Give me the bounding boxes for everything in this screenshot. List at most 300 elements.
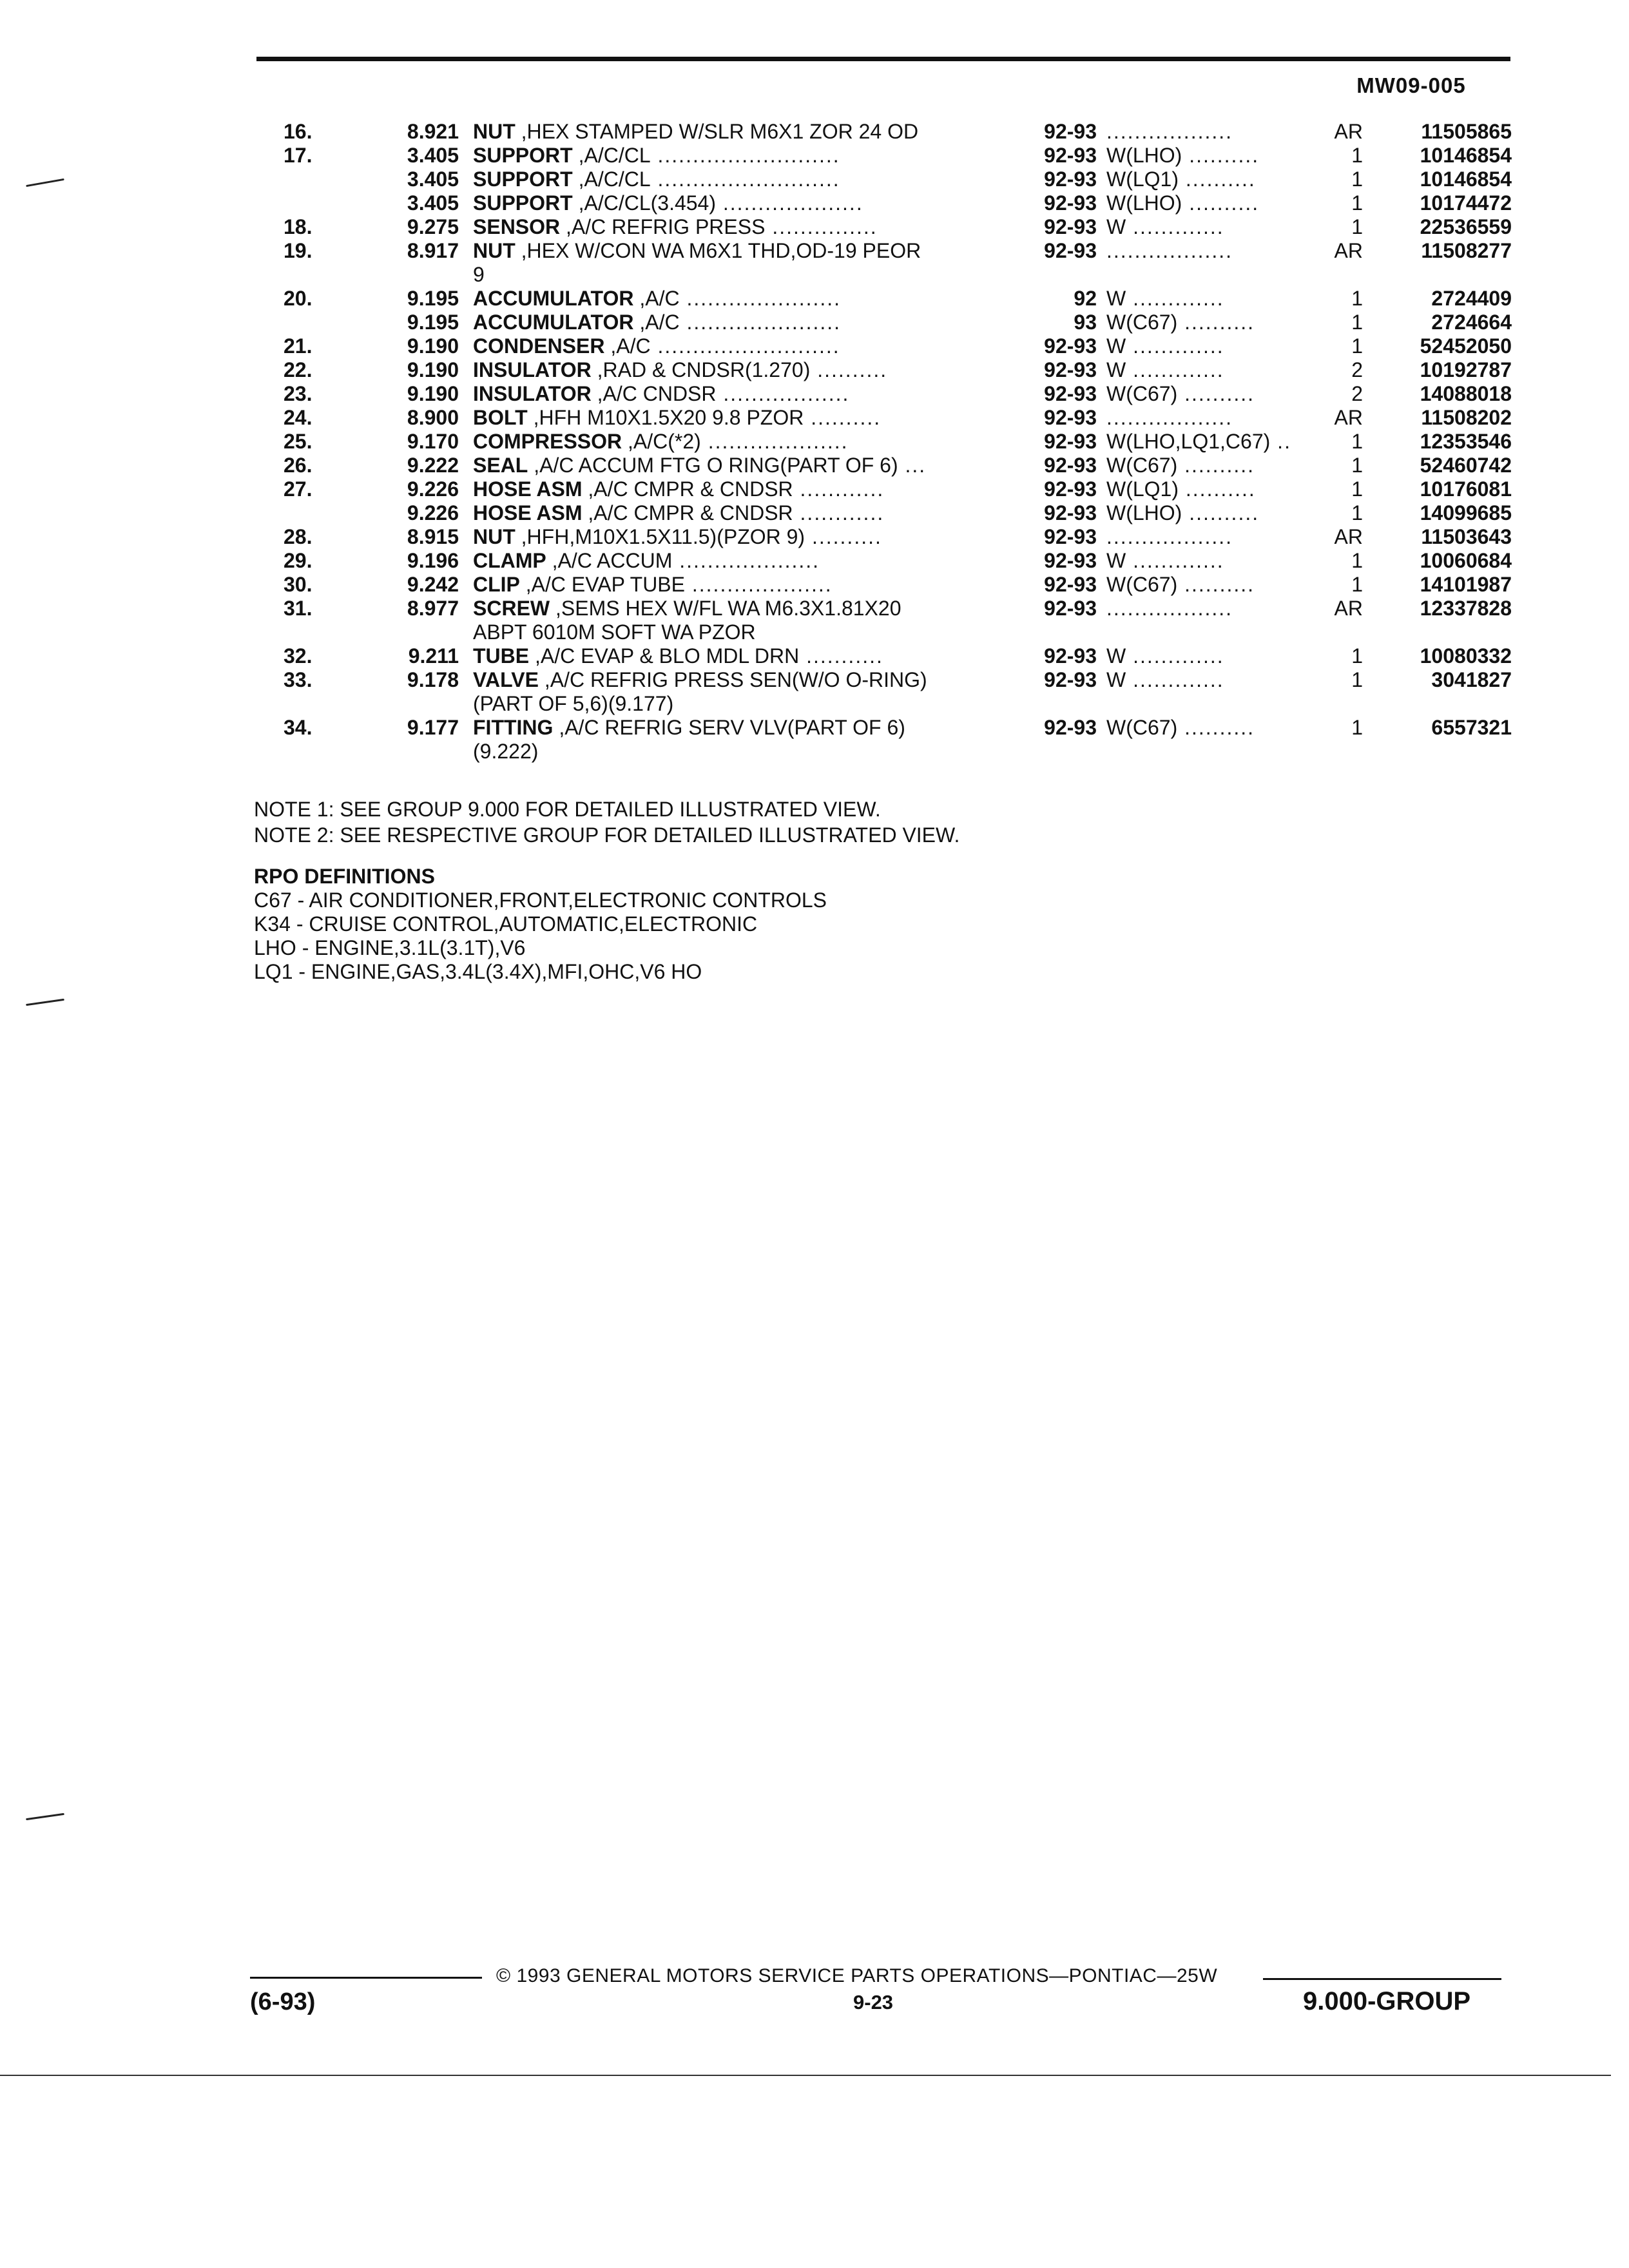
- quantity: 1: [1351, 549, 1363, 572]
- group-number: 3.405: [407, 168, 459, 191]
- model-years: 92-93: [1044, 668, 1097, 691]
- group-number: 9.170: [407, 430, 459, 453]
- model-years: 92-93: [1044, 644, 1097, 668]
- part-description: [473, 620, 1014, 644]
- usage-text: W: [1106, 215, 1126, 238]
- item-number: 18.: [284, 215, 313, 238]
- leader-dots: ..................: [1106, 597, 1233, 620]
- part-description: [473, 716, 1014, 740]
- part-number: 11508277: [1421, 239, 1512, 262]
- part-number: 10146854: [1420, 168, 1512, 191]
- usage-code: [1106, 120, 1325, 144]
- part-name: COMPRESSOR: [473, 430, 622, 453]
- parts-row: [284, 501, 1510, 525]
- parts-row: [284, 406, 1510, 430]
- usage-code: [1106, 311, 1325, 334]
- usage-code: [1106, 668, 1325, 692]
- parts-row: [284, 549, 1510, 573]
- usage-code: [1106, 191, 1325, 215]
- parts-row: [284, 215, 1510, 239]
- part-detail: ,A/C/CL: [572, 144, 651, 167]
- part-name: SUPPORT: [473, 191, 573, 215]
- model-years: 92-93: [1044, 477, 1097, 501]
- quantity: 1: [1351, 644, 1363, 668]
- part-number: 52460742: [1420, 454, 1512, 477]
- part-description: [473, 597, 1014, 620]
- leader-dots: ....................: [700, 430, 849, 453]
- group-number: 9.226: [407, 501, 459, 524]
- leader-dots: ..........: [1177, 382, 1255, 405]
- part-detail: ,A/C CMPR & CNDSR: [582, 501, 793, 524]
- rpo-title: RPO DEFINITIONS: [254, 865, 435, 888]
- document-code: MW09-005: [1356, 73, 1466, 97]
- usage-text: W(C67): [1106, 716, 1178, 739]
- leader-dots: .............: [1126, 334, 1224, 358]
- quantity: 1: [1351, 454, 1363, 477]
- part-number: 2724664: [1431, 311, 1512, 334]
- model-years: 92-93: [1044, 358, 1097, 381]
- leader-dots: .............: [1126, 358, 1224, 381]
- part-detail: ,A/C ACCUM FTG O RING(PART OF 6): [528, 454, 898, 477]
- leader-dots: ..........: [804, 406, 882, 429]
- model-years: 92-93: [1044, 382, 1097, 405]
- model-years: 92-93: [1044, 215, 1097, 238]
- usage-code: [1106, 168, 1325, 191]
- leader-dots: ............: [793, 477, 885, 501]
- group-number: 9.211: [408, 644, 459, 668]
- parts-row: [284, 644, 1510, 668]
- quantity: 1: [1351, 716, 1363, 739]
- leader-dots: ....................: [716, 191, 863, 215]
- usage-code: [1106, 597, 1325, 620]
- part-number: 10192787: [1420, 358, 1512, 381]
- leader-dots: ..................: [1106, 120, 1233, 143]
- parts-row: [284, 454, 1510, 477]
- part-detail: ,A/C: [633, 311, 680, 334]
- part-description: [473, 144, 1014, 168]
- leader-dots: .............: [1126, 668, 1224, 691]
- usage-code: [1106, 382, 1325, 406]
- item-number: 19.: [284, 239, 313, 262]
- parts-row: [284, 716, 1510, 740]
- part-name: SEAL: [473, 454, 528, 477]
- part-detail: ,HEX W/CON WA M6X1 THD,OD-19 PEOR: [515, 239, 921, 262]
- part-description: [473, 644, 1014, 668]
- quantity: 1: [1351, 501, 1363, 524]
- revision-date: (6-93): [250, 1988, 316, 2015]
- quantity: 1: [1351, 191, 1363, 215]
- part-description: [473, 501, 1014, 525]
- leader-dots: ..................: [1106, 239, 1233, 262]
- parts-row: [284, 263, 1510, 287]
- model-years: 92-93: [1044, 716, 1097, 739]
- part-detail: ,A/C EVAP & BLO MDL DRN: [529, 644, 800, 668]
- usage-text: W(LQ1): [1106, 477, 1179, 501]
- rpo-item: C67 - AIR CONDITIONER,FRONT,ELECTRONIC CONTROLS: [254, 889, 827, 912]
- quantity: 1: [1351, 215, 1363, 238]
- part-detail: ,HFH M10X1.5X20 9.8 PZOR: [527, 406, 804, 429]
- group-number: 8.977: [407, 597, 459, 620]
- quantity: 1: [1351, 144, 1363, 167]
- item-number: 32.: [284, 644, 313, 668]
- parts-list: [284, 120, 1510, 764]
- item-number: 16.: [284, 120, 313, 143]
- part-number: 10080332: [1420, 644, 1512, 668]
- part-number: 6557321: [1431, 716, 1512, 739]
- item-number: 23.: [284, 382, 313, 405]
- part-name: NUT: [473, 239, 516, 262]
- item-number: 25.: [284, 430, 313, 453]
- rpo-item: LHO - ENGINE,3.1L(3.1T),V6: [254, 936, 526, 959]
- part-description: [473, 430, 1014, 454]
- part-detail: ,HEX STAMPED W/SLR M6X1 ZOR 24 OD: [515, 120, 919, 143]
- usage-code: [1106, 358, 1325, 382]
- model-years: 93: [1074, 311, 1097, 334]
- leader-dots: ..................: [1106, 406, 1233, 429]
- part-number: 52452050: [1420, 334, 1512, 358]
- part-name: SUPPORT: [473, 168, 573, 191]
- binder-hole-mark: [26, 999, 64, 1006]
- part-number: 11505865: [1421, 120, 1512, 143]
- part-description: [473, 740, 1014, 764]
- item-number: 22.: [284, 358, 313, 381]
- group-number: 9.226: [407, 477, 459, 501]
- part-detail: ,A/C CMPR & CNDSR: [582, 477, 793, 501]
- item-number: 29.: [284, 549, 313, 572]
- item-number: 21.: [284, 334, 313, 358]
- item-number: 20.: [284, 287, 313, 310]
- leader-dots: ..........: [1182, 144, 1260, 167]
- leader-dots: ..........................: [650, 168, 840, 191]
- quantity: AR: [1334, 120, 1363, 143]
- usage-text: W(LQ1): [1106, 168, 1179, 191]
- leader-dots: ..: [1270, 430, 1291, 453]
- leader-dots: ..........................: [650, 144, 840, 167]
- parts-row: [284, 358, 1510, 382]
- parts-row: [284, 334, 1510, 358]
- leader-dots: .............: [1126, 287, 1224, 310]
- leader-dots: ..........: [1179, 477, 1256, 501]
- leader-dots: ....................: [672, 549, 820, 572]
- leader-dots: ..........: [1179, 168, 1256, 191]
- part-description: [473, 406, 1014, 430]
- part-description: [473, 287, 1014, 311]
- part-description: [473, 215, 1014, 239]
- group-number: 9.178: [407, 668, 459, 691]
- usage-code: [1106, 406, 1325, 430]
- group-number: 9.275: [407, 215, 459, 238]
- part-number: 14088018: [1420, 382, 1512, 405]
- part-number: 10176081: [1420, 477, 1512, 501]
- parts-row: [284, 525, 1510, 549]
- parts-row: [284, 191, 1510, 215]
- parts-row: [284, 287, 1510, 311]
- group-number: 8.915: [407, 525, 459, 548]
- part-name: FITTING: [473, 716, 554, 739]
- item-number: 27.: [284, 477, 313, 501]
- usage-code: [1106, 239, 1325, 263]
- leader-dots: ..........: [810, 358, 888, 381]
- quantity: 2: [1351, 358, 1363, 381]
- part-name: SENSOR: [473, 215, 561, 238]
- group-number: 3.405: [407, 144, 459, 167]
- leader-dots: ...............: [765, 215, 878, 238]
- part-description: [473, 334, 1014, 358]
- part-number: 12337828: [1420, 597, 1512, 620]
- item-number: 17.: [284, 144, 313, 167]
- item-number: 28.: [284, 525, 313, 548]
- part-name: CLAMP: [473, 549, 546, 572]
- part-number: 3041827: [1431, 668, 1512, 691]
- model-years: 92-93: [1044, 573, 1097, 596]
- part-description: [473, 239, 1014, 263]
- usage-text: W: [1106, 549, 1126, 572]
- usage-text: W: [1106, 644, 1126, 668]
- usage-text: W(C67): [1106, 382, 1178, 405]
- group-number: 3.405: [407, 191, 459, 215]
- part-name: HOSE ASM: [473, 501, 583, 524]
- leader-dots: ..................: [1106, 525, 1233, 548]
- model-years: 92-93: [1044, 239, 1097, 262]
- part-name: INSULATOR: [473, 382, 592, 405]
- usage-code: [1106, 144, 1325, 168]
- part-description: [473, 477, 1014, 501]
- parts-row: [284, 430, 1510, 454]
- usage-text: W(LHO): [1106, 144, 1182, 167]
- copyright-text: © 1993 GENERAL MOTORS SERVICE PARTS OPERATIONS—PONTIAC—25W: [496, 1965, 1218, 1986]
- usage-text: W(LHO,LQ1,C67): [1106, 430, 1271, 453]
- group-number: 9.196: [407, 549, 459, 572]
- part-name: ACCUMULATOR: [473, 311, 634, 334]
- quantity: AR: [1334, 406, 1363, 429]
- part-detail: ,A/C: [633, 287, 680, 310]
- part-detail: (PART OF 5,6)(9.177): [473, 692, 674, 715]
- model-years: 92-93: [1044, 168, 1097, 191]
- rpo-definitions: [254, 865, 827, 984]
- part-detail: ,A/C EVAP TUBE: [519, 573, 685, 596]
- part-description: [473, 549, 1014, 573]
- quantity: 2: [1351, 382, 1363, 405]
- quantity: 1: [1351, 334, 1363, 358]
- part-number: 14101987: [1420, 573, 1512, 596]
- leader-dots: ..........: [1177, 716, 1255, 739]
- parts-row: [284, 168, 1510, 191]
- leader-dots: ...........: [799, 644, 883, 668]
- binder-hole-mark: [26, 1813, 64, 1820]
- leader-dots: ....................: [684, 573, 833, 596]
- part-detail: ,A/C(*2): [622, 430, 701, 453]
- part-detail: ,A/C: [604, 334, 651, 358]
- model-years: 92-93: [1044, 191, 1097, 215]
- parts-row: [284, 668, 1510, 692]
- usage-text: W: [1106, 334, 1126, 358]
- leader-dots: ............: [793, 501, 885, 524]
- model-years: 92-93: [1044, 549, 1097, 572]
- group-number: 8.900: [407, 406, 459, 429]
- part-detail: ,A/C REFRIG PRESS SEN(W/O O-RING): [538, 668, 927, 691]
- footer-rule-right: [1263, 1978, 1501, 1980]
- group-number: 9.195: [407, 311, 459, 334]
- part-name: NUT: [473, 525, 516, 548]
- quantity: 1: [1351, 430, 1363, 453]
- part-number: 11503643: [1421, 525, 1512, 548]
- leader-dots: ...: [898, 454, 927, 477]
- parts-row: [284, 477, 1510, 501]
- rpo-item: LQ1 - ENGINE,GAS,3.4L(3.4X),MFI,OHC,V6 HO: [254, 960, 702, 983]
- quantity: AR: [1334, 597, 1363, 620]
- leader-dots: ..................: [716, 382, 850, 405]
- parts-row: [284, 311, 1510, 334]
- page-number: 9-23: [853, 1991, 894, 2013]
- group-number: 9.190: [407, 334, 459, 358]
- parts-row: [284, 573, 1510, 597]
- group-number: 8.917: [407, 239, 459, 262]
- leader-dots: ..........: [1177, 311, 1255, 334]
- quantity: 1: [1351, 287, 1363, 310]
- part-description: [473, 525, 1014, 549]
- item-number: 24.: [284, 406, 313, 429]
- group-number: 9.242: [407, 573, 459, 596]
- bottom-rule: [0, 2075, 1611, 2076]
- part-number: 10146854: [1420, 144, 1512, 167]
- leader-dots: .............: [1126, 215, 1224, 238]
- part-number: 22536559: [1420, 215, 1512, 238]
- leader-dots: .............: [1126, 549, 1224, 572]
- part-detail: ,A/C/CL: [572, 168, 651, 191]
- usage-code: [1106, 287, 1325, 311]
- item-number: 26.: [284, 454, 313, 477]
- parts-row: [284, 239, 1510, 263]
- leader-dots: ..........: [1182, 501, 1260, 524]
- group-label: 9.000-GROUP: [1303, 1987, 1471, 2015]
- usage-code: [1106, 334, 1325, 358]
- usage-text: W: [1106, 287, 1126, 310]
- part-detail: ,RAD & CNDSR(1.270): [591, 358, 811, 381]
- part-name: ACCUMULATOR: [473, 287, 634, 310]
- part-description: [473, 668, 1014, 692]
- quantity: AR: [1334, 525, 1363, 548]
- part-description: [473, 573, 1014, 597]
- part-name: INSULATOR: [473, 358, 592, 381]
- usage-text: W(C67): [1106, 573, 1178, 596]
- leader-dots: ......................: [679, 287, 842, 310]
- item-number: 30.: [284, 573, 313, 596]
- group-number: 9.195: [407, 287, 459, 310]
- part-description: [473, 191, 1014, 215]
- part-description: [473, 168, 1014, 191]
- parts-row: [284, 120, 1510, 144]
- part-description: [473, 454, 1014, 477]
- part-description: [473, 692, 1014, 716]
- model-years: 92-93: [1044, 525, 1097, 548]
- model-years: 92-93: [1044, 454, 1097, 477]
- part-name: TUBE: [473, 644, 530, 668]
- leader-dots: ..........: [1182, 191, 1260, 215]
- usage-code: [1106, 644, 1325, 668]
- part-description: [473, 358, 1014, 382]
- part-name: CLIP: [473, 573, 520, 596]
- note-line: NOTE 1: SEE GROUP 9.000 FOR DETAILED ILLUSTRATED VIEW.: [254, 798, 881, 821]
- usage-text: W(LHO): [1106, 501, 1182, 524]
- part-name: SUPPORT: [473, 144, 573, 167]
- quantity: 1: [1351, 311, 1363, 334]
- quantity: 1: [1351, 573, 1363, 596]
- parts-row: [284, 382, 1510, 406]
- part-detail: ,A/C REFRIG SERV VLV(PART OF 6): [553, 716, 905, 739]
- binder-hole-mark: [26, 178, 64, 187]
- quantity: 1: [1351, 168, 1363, 191]
- part-name: SCREW: [473, 597, 550, 620]
- usage-code: [1106, 477, 1325, 501]
- model-years: 92-93: [1044, 120, 1097, 143]
- model-years: 92-93: [1044, 501, 1097, 524]
- model-years: 92-93: [1044, 406, 1097, 429]
- part-description: [473, 382, 1014, 406]
- part-number: 10174472: [1420, 191, 1512, 215]
- part-number: 11508202: [1421, 406, 1512, 429]
- part-description: [473, 311, 1014, 334]
- usage-code: [1106, 215, 1325, 239]
- part-name: NUT: [473, 120, 516, 143]
- part-detail: ,A/C/CL(3.454): [572, 191, 716, 215]
- usage-code: [1106, 525, 1325, 549]
- leader-dots: ......................: [679, 311, 842, 334]
- footer-rule-left: [250, 1977, 482, 1979]
- part-detail: ABPT 6010M SOFT WA PZOR: [473, 620, 756, 644]
- leader-dots: ..........: [1177, 573, 1255, 596]
- usage-text: W(LHO): [1106, 191, 1182, 215]
- part-detail: 9: [473, 263, 485, 286]
- part-description: [473, 120, 1014, 144]
- notes-section: [254, 796, 959, 848]
- leader-dots: .............: [1126, 644, 1224, 668]
- part-detail: (9.222): [473, 740, 539, 763]
- usage-code: [1106, 573, 1325, 597]
- part-detail: ,A/C REFRIG PRESS: [560, 215, 766, 238]
- item-number: 33.: [284, 668, 313, 691]
- leader-dots: ..........................: [650, 334, 840, 358]
- model-years: 92-93: [1044, 334, 1097, 358]
- leader-dots: ..........: [805, 525, 882, 548]
- usage-text: W: [1106, 668, 1126, 691]
- parts-row: [284, 740, 1510, 764]
- quantity: AR: [1334, 239, 1363, 262]
- leader-dots: ..........: [1177, 454, 1255, 477]
- usage-code: [1106, 430, 1325, 454]
- part-detail: ,A/C ACCUM: [546, 549, 673, 572]
- rpo-item: K34 - CRUISE CONTROL,AUTOMATIC,ELECTRONIC: [254, 912, 758, 936]
- item-number: 31.: [284, 597, 313, 620]
- usage-code: [1106, 454, 1325, 477]
- usage-code: [1106, 501, 1325, 525]
- model-years: 92: [1074, 287, 1097, 310]
- part-name: VALVE: [473, 668, 539, 691]
- part-number: 14099685: [1420, 501, 1512, 524]
- part-name: BOLT: [473, 406, 528, 429]
- group-number: 9.177: [407, 716, 459, 739]
- part-detail: ,HFH,M10X1.5X11.5)(PZOR 9): [515, 525, 805, 548]
- part-description: [473, 263, 1014, 287]
- usage-text: W: [1106, 358, 1126, 381]
- model-years: 92-93: [1044, 144, 1097, 167]
- usage-code: [1106, 549, 1325, 573]
- quantity: 1: [1351, 477, 1363, 501]
- quantity: 1: [1351, 668, 1363, 691]
- item-number: 34.: [284, 716, 313, 739]
- part-detail: ,SEMS HEX W/FL WA M6.3X1.81X20: [550, 597, 901, 620]
- usage-text: W(C67): [1106, 454, 1178, 477]
- parts-row: [284, 597, 1510, 620]
